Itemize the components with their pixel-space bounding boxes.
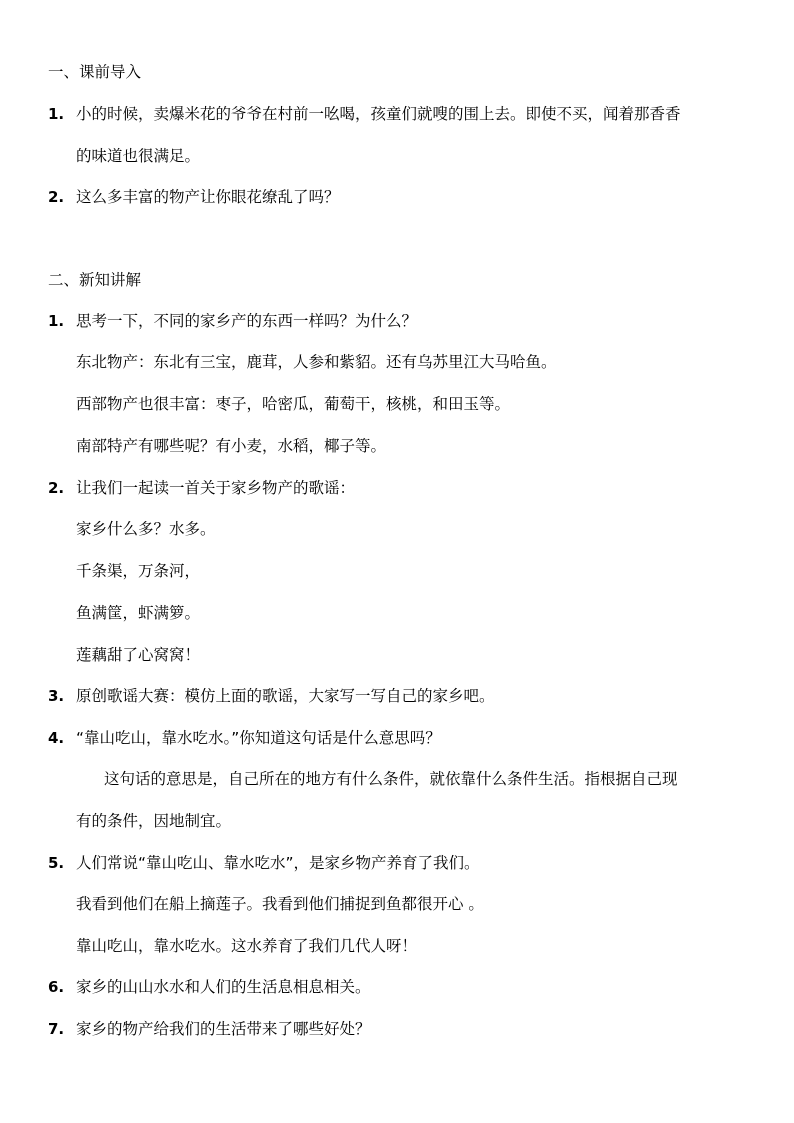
section-heading-new-knowledge: 二、新知讲解 — [48, 271, 142, 289]
list-item-text: 思考一下，不同的家乡产的东西一样吗？为什么？ — [76, 312, 418, 330]
list-item-text: 家乡的山山水水和人们的生活息相息相关。 — [76, 978, 371, 996]
list-number: 2. — [48, 479, 65, 497]
list-number: 1. — [48, 312, 65, 330]
list-number: 7. — [48, 1020, 65, 1038]
list-number: 3. — [48, 687, 65, 705]
list-item-text: 西部物产也很丰富：枣子，哈密瓜，葡萄干，核桃，和田玉等。 — [76, 395, 511, 413]
list-number: 2. — [48, 188, 65, 206]
list-item-text: 人们常说“靠山吃山、靠水吃水”，是家乡物产养育了我们。 — [76, 854, 480, 872]
list-item-text: 家乡的物产给我们的生活带来了哪些好处？ — [76, 1020, 371, 1038]
list-item-text: 我看到他们在船上摘莲子。我看到他们捕捉到鱼都很开心 。 — [76, 895, 484, 913]
section-heading-intro: 一、课前导入 — [48, 63, 142, 81]
list-item-text: 小的时候，卖爆米花的爷爷在村前一吆喝，孩童们就嗖的围上去。即使不买，闻着那香香 — [76, 105, 681, 123]
list-item-text: 靠山吃山，靠水吃水。这水养育了我们几代人呀！ — [76, 937, 418, 955]
list-number: 5. — [48, 854, 65, 872]
list-item-text: 东北物产：东北有三宝，鹿茸，人参和紫貂。还有乌苏里江大马哈鱼。 — [76, 353, 557, 371]
list-item-text: 原创歌谣大赛：模仿上面的歌谣，大家写一写自己的家乡吧。 — [76, 687, 495, 705]
list-number: 1. — [48, 105, 65, 123]
poem-line: 家乡什么多？水多。 — [76, 520, 216, 538]
poem-line: 莲藕甜了心窝窝！ — [76, 646, 201, 664]
list-item-text: 有的条件，因地制宜。 — [76, 812, 232, 830]
list-number: 4. — [48, 729, 65, 747]
list-item-text: 这么多丰富的物产让你眼花缭乱了吗？ — [76, 188, 340, 206]
list-item-text: 这句话的意思是，自己所在的地方有什么条件，就依靠什么条件生活。指根据自己现 — [104, 770, 678, 788]
list-item-text: 南部特产有哪些呢？有小麦，水稻，椰子等。 — [76, 437, 387, 455]
list-number: 6. — [48, 978, 65, 996]
list-item-text: 让我们一起读一首关于家乡物产的歌谣： — [76, 479, 356, 497]
list-item-text: 的味道也很满足。 — [76, 147, 201, 165]
poem-line: 鱼满筐，虾满箩。 — [76, 604, 201, 622]
list-item-text: “靠山吃山，靠水吃水。”你知道这句话是什么意思吗？ — [76, 729, 441, 747]
poem-line: 千条渠，万条河， — [76, 562, 201, 580]
